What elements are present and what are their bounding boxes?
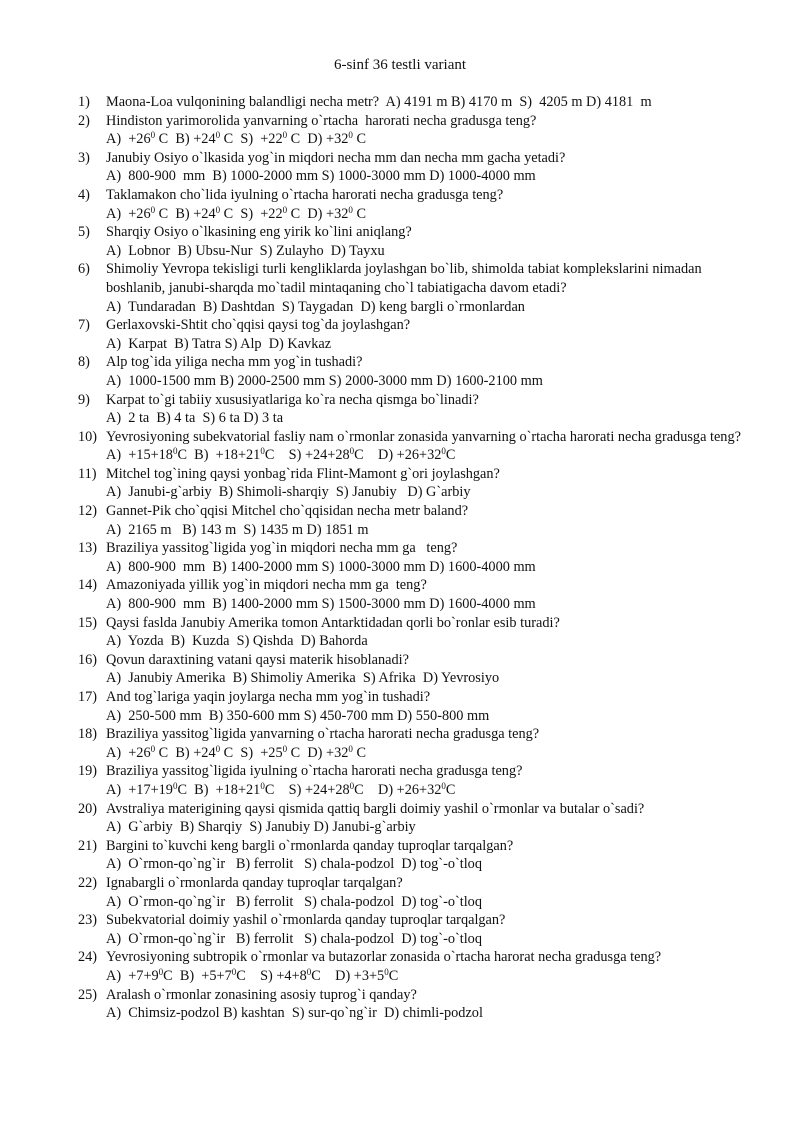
- question-body: [106, 576, 758, 613]
- question-item: [78, 223, 758, 260]
- question-number: 1): [78, 94, 90, 110]
- question-body: [106, 725, 758, 762]
- question-number: 11): [78, 465, 97, 482]
- question-number: 9): [78, 391, 90, 408]
- question-body: [106, 502, 758, 539]
- question-item: [78, 112, 758, 149]
- question-number: 15): [78, 614, 98, 631]
- answer-options: A) Chimsiz-podzol B) kashtan S) sur-qo`ng`ir D) chimli-podzol: [106, 1005, 483, 1022]
- answer-options: A) 800-900 mm B) 1000-2000 mm S) 1000-3000 mm D) 1000-4000 mm: [106, 168, 536, 185]
- answer-options: $A) +17+19^0C$ $B) +18+21^0C$ $S) +24+28^0C$ $D) +26+32^0C$: [106, 780, 456, 798]
- question-body: [106, 465, 758, 502]
- question-text: Ignabargli o`rmonlarda qanday tuproqlar tarqalgan?: [106, 874, 403, 891]
- question-item: [78, 614, 758, 651]
- question-item: [78, 576, 758, 613]
- answer-options: $A) +26^0$ C $B) +24^0$ C $S) +22^0$ C $D) +32^0$ C: [106, 204, 366, 222]
- question-body: [106, 186, 758, 223]
- answer-options: A) 2 ta B) 4 ta S) 6 ta D) 3 ta: [106, 410, 284, 427]
- question-item: [78, 149, 758, 186]
- question-item: [78, 762, 758, 799]
- question-body: [106, 762, 758, 799]
- answer-options: A) Lobnor B) Ubsu-Nur S) Zulayho D) Tayxu: [106, 242, 385, 259]
- question-list: [78, 93, 758, 1023]
- question-item: [78, 260, 758, 316]
- question-item: [78, 874, 758, 911]
- question-number: 6): [78, 261, 90, 278]
- question-item: [78, 428, 758, 465]
- question-text: Yevrosiyoning subtropik o`rmonlar va butazorlar zonasida o`rtacha harorat necha gradusga teng?: [106, 949, 662, 966]
- question-item: [78, 539, 758, 576]
- answer-options: $A) +26^0$ C $B) +24^0$ C $S) +25^0$ C $D) +32^0$ C: [106, 743, 366, 761]
- question-body: [106, 651, 758, 688]
- answer-options: $A) +7+9^0C$ $B) +5+7^0C$ $S) +4+8^0C$ $D) +3+5^0C$: [106, 966, 399, 984]
- question-number: 3): [78, 149, 90, 166]
- question-text: Karpat to`gi tabiiy xususiyatlariga ko`ra necha qismga bo`linadi?: [106, 391, 479, 408]
- question-item: [78, 911, 758, 948]
- question-body: [106, 539, 758, 576]
- question-text: Gannet-Pik cho`qqisi Mitchel cho`qqisidan necha metr baland?: [106, 503, 469, 520]
- question-body: [106, 353, 758, 390]
- question-text: Alp tog`ida yiliga necha mm yog`in tushadi?: [106, 354, 363, 371]
- answer-options: $A) +15+18^0C$ $B) +18+21^0C$ $S) +24+28^0C$ $D) +26+32^0C$: [106, 446, 456, 464]
- question-item: [78, 688, 758, 725]
- question-number: 12): [78, 503, 98, 520]
- question-body: [106, 800, 758, 837]
- answer-options: A) O`rmon-qo`ng`ir B) ferrolit S) chala-podzol D) tog`-o`tloq: [106, 856, 482, 873]
- question-body: [106, 112, 758, 149]
- question-item: [78, 316, 758, 353]
- question-body: [106, 223, 758, 260]
- question-number: 16): [78, 651, 98, 668]
- question-item: [78, 93, 758, 112]
- question-text: Braziliya yassitog`ligida yanvarning o`rtacha harorati necha gradusga teng?: [106, 726, 540, 743]
- answer-options: A) G`arbiy B) Sharqiy S) Janubiy D) Janubi-g`arbiy: [106, 819, 416, 836]
- question-number: 10): [78, 428, 98, 445]
- question-text: Mitchel tog`ining qaysi yonbag`rida Flint-Mamont g`ori joylashgan?: [106, 465, 500, 482]
- question-text: Maona-Loa vulqonining balandligi necha metr? A) 4191 m B) 4170 m S) 4205 m D) 4181 m: [106, 94, 652, 110]
- question-item: [78, 948, 758, 985]
- question-text: Bargini to`kuvchi keng bargli o`rmonlarda qanday tuproqlar tarqalgan?: [106, 837, 514, 854]
- answer-options: A) Janubiy Amerika B) Shimoliy Amerika S) Afrika D) Yevrosiyo: [106, 670, 500, 687]
- question-body: [106, 149, 758, 186]
- question-body: [106, 260, 758, 316]
- answer-options: $A) +26^0$ C $B) +24^0$ C $S) +22^0$ C $D) +32^0$ C: [106, 130, 366, 148]
- question-item: [78, 391, 758, 428]
- question-number: 4): [78, 186, 90, 203]
- answer-options: A) Karpat B) Tatra S) Alp D) Kavkaz: [106, 335, 332, 352]
- question-text: Gerlaxovski-Shtit cho`qqisi qaysi tog`da joylashgan?: [106, 317, 411, 334]
- answer-options: A) 1000-1500 mm B) 2000-2500 mm S) 2000-3000 mm D) 1600-2100 mm: [106, 372, 543, 389]
- answer-options: A) O`rmon-qo`ng`ir B) ferrolit S) chala-podzol D) tog`-o`tloq: [106, 893, 482, 910]
- question-text: Subekvatorial doimiy yashil o`rmonlarda qanday tuproqlar tarqalgan?: [106, 912, 506, 929]
- question-number: 24): [78, 949, 98, 966]
- question-body: [106, 911, 758, 948]
- question-number: 23): [78, 912, 98, 929]
- answer-options: A) Tundaradan B) Dashtdan S) Taygadan D) keng bargli o`rmonlardan: [106, 298, 525, 315]
- answer-options: A) Janubi-g`arbiy B) Shimoli-sharqiy S) Janubiy D) G`arbiy: [106, 484, 471, 501]
- question-item: [78, 186, 758, 223]
- question-number: 22): [78, 874, 98, 891]
- question-number: 8): [78, 354, 90, 371]
- answer-options: A) 2165 m B) 143 m S) 1435 m D) 1851 m: [106, 521, 369, 538]
- question-body: [106, 688, 758, 725]
- answer-options: A) Yozda B) Kuzda S) Qishda D) Bahorda: [106, 633, 368, 650]
- question-number: 13): [78, 540, 98, 557]
- question-text: Braziliya yassitog`ligida iyulning o`rtacha harorati necha gradusga teng?: [106, 763, 523, 780]
- question-number: 18): [78, 726, 98, 743]
- question-number: 14): [78, 577, 98, 594]
- document-title: 6-sinf 36 testli variant: [333, 57, 467, 73]
- question-text: Qaysi faslda Janubiy Amerika tomon Antarktidadan qorli bo`ronlar esib turadi?: [106, 614, 560, 631]
- question-item: [78, 986, 758, 1023]
- question-number: 19): [78, 763, 98, 780]
- answer-options: A) 800-900 mm B) 1400-2000 mm S) 1000-3000 mm D) 1600-4000 mm: [106, 558, 536, 575]
- question-number: 7): [78, 317, 90, 334]
- question-body: [106, 391, 758, 428]
- question-text: Avstraliya materigining qaysi qismida qattiq bargli doimiy yashil o`rmonlar va butalar o`sadi?: [106, 800, 645, 817]
- question-number: 21): [78, 837, 98, 854]
- question-body: [106, 986, 758, 1023]
- question-text: Shimoliy Yevropa tekisligi turli kengliklarda joylashgan bo`lib, shimolda tabiat komplekslarini nimadan boshlanib, janubi-sharqda mo`tadil mintaqaning cho`l tabiatigacha davom etadi?: [106, 261, 706, 296]
- answer-options: A) 800-900 mm B) 1400-2000 mm S) 1500-3000 mm D) 1600-4000 mm: [106, 596, 536, 613]
- question-body: [106, 428, 758, 465]
- question-text: Janubiy Osiyo o`lkasida yog`in miqdori necha mm dan necha mm gacha yetadi?: [106, 149, 566, 166]
- question-body: [106, 614, 758, 651]
- question-item: [78, 725, 758, 762]
- question-number: 5): [78, 224, 90, 241]
- question-text: Hindiston yarimorolida yanvarning o`rtacha harorati necha gradusga teng?: [106, 112, 537, 129]
- question-item: [78, 353, 758, 390]
- question-item: [78, 800, 758, 837]
- question-number: 20): [78, 800, 98, 817]
- question-body: [106, 948, 758, 985]
- question-text: Aralash o`rmonlar zonasining asosiy tuprog`i qanday?: [106, 986, 417, 1003]
- question-item: [78, 837, 758, 874]
- question-text: And tog`lariga yaqin joylarga necha mm yog`in tushadi?: [106, 689, 431, 705]
- question-body: [106, 316, 758, 353]
- question-body: [106, 93, 758, 112]
- question-item: [78, 651, 758, 688]
- question-text: Taklamakon cho`lida iyulning o`rtacha harorati necha gradusga teng?: [106, 186, 504, 203]
- question-text: Sharqiy Osiyo o`lkasining eng yirik ko`lini aniqlang?: [106, 224, 412, 241]
- question-text: Qovun daraxtining vatani qaysi materik hisoblanadi?: [106, 651, 409, 668]
- question-number: 2): [78, 112, 90, 129]
- question-text: Amazoniyada yillik yog`in miqdori necha mm ga teng?: [106, 577, 427, 594]
- question-body: [106, 837, 758, 874]
- question-text: Yevrosiyoning subekvatorial fasliy nam o`rmonlar zonasida yanvarning o`rtacha harorati necha gradusga teng?: [106, 428, 741, 445]
- question-item: [78, 465, 758, 502]
- answer-options: A) O`rmon-qo`ng`ir B) ferrolit S) chala-podzol D) tog`-o`tloq: [106, 930, 482, 947]
- question-number: 25): [78, 986, 98, 1003]
- question-text: Braziliya yassitog`ligida yog`in miqdori necha mm ga teng?: [106, 540, 458, 557]
- question-item: [78, 502, 758, 539]
- question-body: [106, 874, 758, 911]
- question-number: 17): [78, 689, 98, 705]
- answer-options: A) 250-500 mm B) 350-600 mm S) 450-700 mm D) 550-800 mm: [106, 707, 490, 724]
